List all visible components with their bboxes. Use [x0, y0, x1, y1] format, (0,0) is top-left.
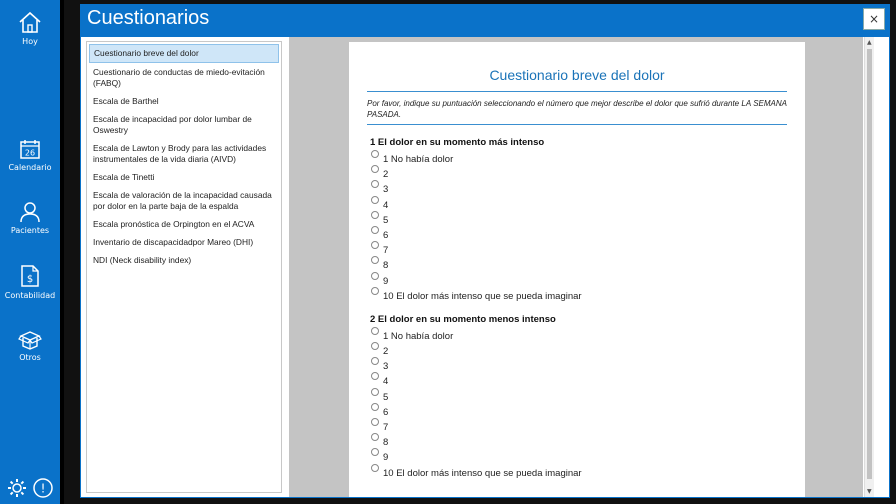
radio-option[interactable]: [371, 357, 787, 372]
option-label: 3: [383, 361, 389, 373]
question-title: 1 El dolor en su momento más intenso: [370, 137, 545, 148]
nav-otros[interactable]: [0, 328, 60, 362]
radio-button[interactable]: [371, 180, 379, 188]
radio-option[interactable]: [371, 165, 787, 180]
option-label: 8: [383, 437, 389, 449]
radio-option[interactable]: [371, 433, 787, 448]
window-title: Cuestionarios: [87, 7, 210, 29]
nav-contabilidad[interactable]: [0, 264, 60, 300]
radio-option[interactable]: [371, 327, 787, 342]
list-item[interactable]: Escala de Barthel: [93, 96, 159, 106]
nav-hoy[interactable]: [0, 10, 60, 46]
radio-option[interactable]: [371, 448, 787, 463]
radio-option[interactable]: [371, 388, 787, 403]
list-item[interactable]: Escala de Tinetti: [93, 172, 155, 182]
radio-option[interactable]: [371, 226, 787, 241]
scroll-up-icon[interactable]: ▲: [867, 39, 872, 46]
radio-option[interactable]: [371, 180, 787, 195]
option-label: 3: [383, 184, 389, 196]
radio-button[interactable]: [371, 272, 379, 280]
invoice-icon: [20, 264, 40, 288]
radio-option[interactable]: [371, 241, 787, 256]
radio-option[interactable]: [371, 372, 787, 387]
option-label: 7: [383, 245, 389, 257]
radio-button[interactable]: [371, 418, 379, 426]
radio-option[interactable]: [371, 150, 787, 165]
radio-button[interactable]: [371, 448, 379, 456]
option-label: 8: [383, 260, 389, 272]
document-title: Cuestionario breve del dolor: [489, 67, 665, 83]
person-icon: [19, 201, 41, 223]
document-intro: Por favor, indique su puntuación seleccionando el número que mejor describe el dolor que sufrió durante LA SEMANA PASADA.: [367, 99, 787, 119]
nav-contabilidad-label: Contabilidad: [4, 291, 56, 300]
box-icon: [18, 328, 42, 350]
list-item[interactable]: Cuestionario de conductas de miedo-evitación (FABQ): [93, 67, 265, 88]
calendar-day: 26: [24, 148, 36, 158]
radio-option[interactable]: [371, 196, 787, 211]
radio-option[interactable]: [371, 272, 787, 287]
radio-button[interactable]: [371, 165, 379, 173]
radio-button[interactable]: [371, 211, 379, 219]
radio-button[interactable]: [371, 150, 379, 158]
nav-calendario-label: Calendario: [8, 163, 52, 172]
radio-option[interactable]: [371, 287, 787, 302]
radio-button[interactable]: [371, 226, 379, 234]
radio-button[interactable]: [371, 372, 379, 380]
title-bar: [80, 4, 890, 36]
option-label: 5: [383, 391, 389, 403]
gear-icon[interactable]: [6, 477, 28, 499]
option-label: 1 No había dolor: [383, 154, 454, 165]
option-label: 7: [383, 422, 389, 433]
option-label: 4: [383, 199, 389, 211]
nav-pacientes-label: Pacientes: [10, 226, 50, 235]
nav-otros-label: Otros: [19, 353, 41, 362]
list-item[interactable]: Inventario de discapacidadpor Mareo (DHI): [93, 237, 254, 247]
radio-button[interactable]: [371, 464, 379, 472]
close-button[interactable]: [863, 8, 885, 30]
list-item[interactable]: NDI (Neck disability index): [93, 255, 192, 265]
radio-button[interactable]: [371, 196, 379, 204]
close-icon: ×: [868, 12, 880, 26]
list-item[interactable]: Escala de incapacidad por dolor lumbar de Oswestry: [93, 114, 252, 135]
option-label: 6: [383, 229, 389, 241]
option-label: 9: [383, 452, 389, 464]
radio-option[interactable]: [371, 256, 787, 271]
calendar-icon: [19, 138, 41, 160]
radio-button[interactable]: [371, 357, 379, 365]
option-label: 2: [383, 346, 389, 358]
option-label: 9: [383, 275, 389, 287]
nav-pacientes[interactable]: [0, 201, 60, 235]
option-label: 6: [383, 406, 389, 418]
vertical-scrollbar[interactable]: [864, 37, 874, 497]
radio-option[interactable]: [371, 211, 787, 226]
radio-option[interactable]: [371, 403, 787, 418]
question-title: 2 El dolor en su momento menos intenso: [370, 313, 556, 325]
radio-option[interactable]: [371, 464, 787, 479]
document-page: [349, 42, 805, 497]
radio-button[interactable]: [371, 327, 379, 335]
nav-calendario[interactable]: [0, 138, 60, 172]
scroll-down-icon[interactable]: ▼: [867, 488, 872, 495]
questionnaire-list[interactable]: [86, 41, 282, 493]
radio-button[interactable]: [371, 241, 379, 249]
info-icon[interactable]: [32, 477, 54, 499]
radio-button[interactable]: [371, 403, 379, 411]
option-label: 2: [383, 169, 389, 181]
content-area: [80, 36, 890, 498]
radio-button[interactable]: [371, 342, 379, 350]
option-label: 5: [383, 214, 389, 226]
radio-button[interactable]: [371, 433, 379, 441]
divider: [367, 124, 787, 125]
radio-button[interactable]: [371, 388, 379, 396]
dollar-glyph: $: [26, 274, 34, 285]
option-label: 1 No había dolor: [383, 330, 454, 342]
scroll-thumb[interactable]: [867, 49, 872, 479]
radio-button[interactable]: [371, 256, 379, 264]
questionnaires-window: [64, 0, 896, 504]
list-item[interactable]: Escala pronóstica de Orpington en el ACVA: [93, 219, 255, 229]
nav-hoy-label: Hoy: [22, 37, 38, 46]
info-glyph: !: [40, 481, 46, 496]
option-label: 4: [383, 376, 389, 388]
list-item[interactable]: Escala de Lawton y Brody para las actividades instrumentales de la vida diaria (AIVD): [93, 143, 267, 164]
list-item[interactable]: Escala de valoración de la incapacidad causada por dolor en la parte baja de la espalda: [93, 190, 272, 211]
radio-button[interactable]: [371, 287, 379, 295]
home-icon: [17, 10, 43, 34]
option-label: 10 El dolor más intenso que se pueda imaginar: [383, 467, 582, 479]
list-item[interactable]: Cuestionario breve del dolor: [89, 44, 279, 63]
radio-option[interactable]: [371, 342, 787, 357]
option-label: 10 El dolor más intenso que se pueda imaginar: [383, 290, 582, 302]
left-nav: [0, 0, 60, 504]
radio-option[interactable]: [371, 418, 787, 433]
document-preview: [289, 37, 863, 497]
